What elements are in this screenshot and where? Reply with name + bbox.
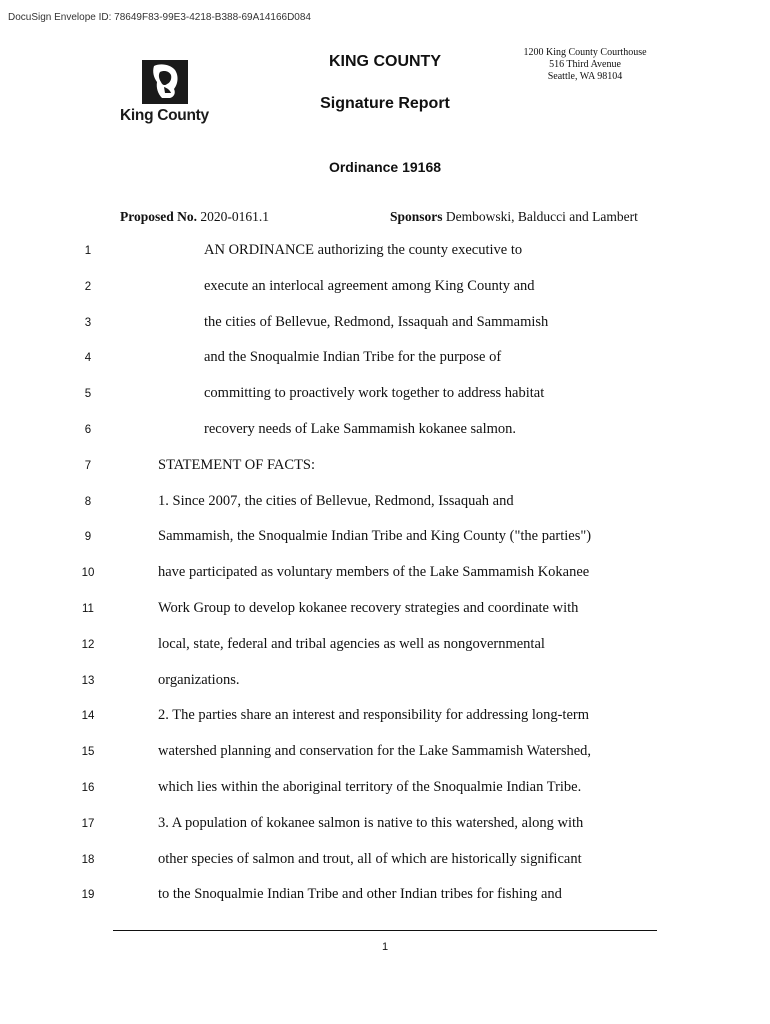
line-number: 1 (84, 245, 92, 257)
line-text: organizations. (158, 671, 240, 688)
sponsors-label: Sponsors (390, 209, 443, 224)
line-number: 14 (81, 710, 95, 723)
line-14 (0, 707, 770, 729)
line-number: 6 (84, 424, 92, 436)
page-number: 1 (381, 941, 389, 953)
line-number: 18 (81, 853, 95, 866)
proposed-number (120, 209, 269, 225)
line-text: local, state, federal and tribal agencies as well as nongovernmental (158, 635, 545, 652)
line-text: STATEMENT OF FACTS: (158, 456, 316, 473)
address-line-1: 1200 King County Courthouse (523, 47, 647, 58)
line-number: 5 (84, 388, 92, 401)
line-number: 11 (82, 603, 94, 615)
line-3 (0, 314, 770, 336)
footer-rule (113, 930, 657, 931)
line-4 (0, 349, 770, 371)
line-19 (0, 886, 770, 908)
line-text: Work Group to develop kokanee recovery strategies and coordinate with (158, 600, 579, 616)
line-10 (0, 564, 770, 586)
line-16 (0, 779, 770, 801)
proposed-value: 2020-0161.1 (200, 209, 270, 224)
line-number: 4 (84, 352, 92, 365)
line-number: 19 (81, 889, 95, 902)
line-text: have participated as voluntary members of the Lake Sammamish Kokanee (158, 564, 590, 581)
line-18 (0, 851, 770, 873)
line-number: 12 (81, 638, 95, 651)
line-1 (0, 242, 770, 264)
line-number: 3 (84, 316, 92, 329)
sponsors-value: Dembowski, Balducci and Lambert (445, 209, 638, 224)
line-text: execute an interlocal agreement among King County and (204, 277, 535, 294)
line-text: 3. A population of kokanee salmon is native to this watershed, along with (158, 814, 584, 831)
line-text: which lies within the aboriginal territory of the Snoqualmie Indian Tribe. (158, 779, 582, 795)
line-number: 8 (84, 495, 92, 508)
line-text: AN ORDINANCE authorizing the county executive to (204, 242, 523, 258)
proposed-label: Proposed No. (120, 209, 198, 224)
line-number: 7 (84, 459, 92, 472)
line-number: 9 (84, 531, 92, 544)
address-line-3: Seattle, WA 98104 (547, 71, 623, 82)
courthouse-address (518, 47, 652, 83)
line-text: recovery needs of Lake Sammamish kokanee salmon. (204, 421, 517, 437)
line-5 (0, 385, 770, 407)
line-text: committing to proactively work together to address habitat (204, 385, 545, 402)
county-title: KING COUNTY (329, 53, 441, 70)
line-11 (0, 600, 770, 622)
line-8 (0, 493, 770, 515)
line-text: watershed planning and conservation for the Lake Sammamish Watershed, (158, 743, 592, 760)
line-text: the cities of Bellevue, Redmond, Issaquah and Sammamish (204, 313, 549, 330)
line-17 (0, 815, 770, 837)
line-number: 16 (81, 782, 95, 794)
sponsors (390, 209, 638, 225)
line-number: 15 (81, 746, 95, 759)
line-2 (0, 278, 770, 300)
ordinance-number: Ordinance 19168 (328, 159, 442, 175)
line-number: 2 (84, 280, 92, 293)
line-13 (0, 672, 770, 694)
line-15 (0, 743, 770, 765)
docusign-envelope-id: DocuSign Envelope ID: 78649F83-99E3-4218-B388-69A14166D084 (8, 12, 311, 23)
line-12 (0, 636, 770, 658)
logo-wordmark: King County (120, 107, 209, 124)
line-text: Sammamish, the Snoqualmie Indian Tribe and King County ("the parties") (158, 528, 592, 545)
line-9 (0, 528, 770, 550)
line-7 (0, 457, 770, 479)
line-number: 10 (81, 567, 95, 580)
line-number: 17 (81, 817, 95, 830)
report-title: Signature Report (320, 95, 450, 112)
line-text: 2. The parties share an interest and responsibility for addressing long-term (158, 707, 589, 724)
line-text: and the Snoqualmie Indian Tribe for the purpose of (204, 349, 502, 366)
line-text: to the Snoqualmie Indian Tribe and other Indian tribes for fishing and (158, 886, 562, 903)
line-text: other species of salmon and trout, all of which are historically significant (158, 850, 582, 867)
line-text: 1. Since 2007, the cities of Bellevue, Redmond, Issaquah and (158, 492, 514, 509)
line-6 (0, 421, 770, 443)
line-number: 13 (81, 674, 95, 687)
address-line-2: 516 Third Avenue (549, 59, 621, 70)
